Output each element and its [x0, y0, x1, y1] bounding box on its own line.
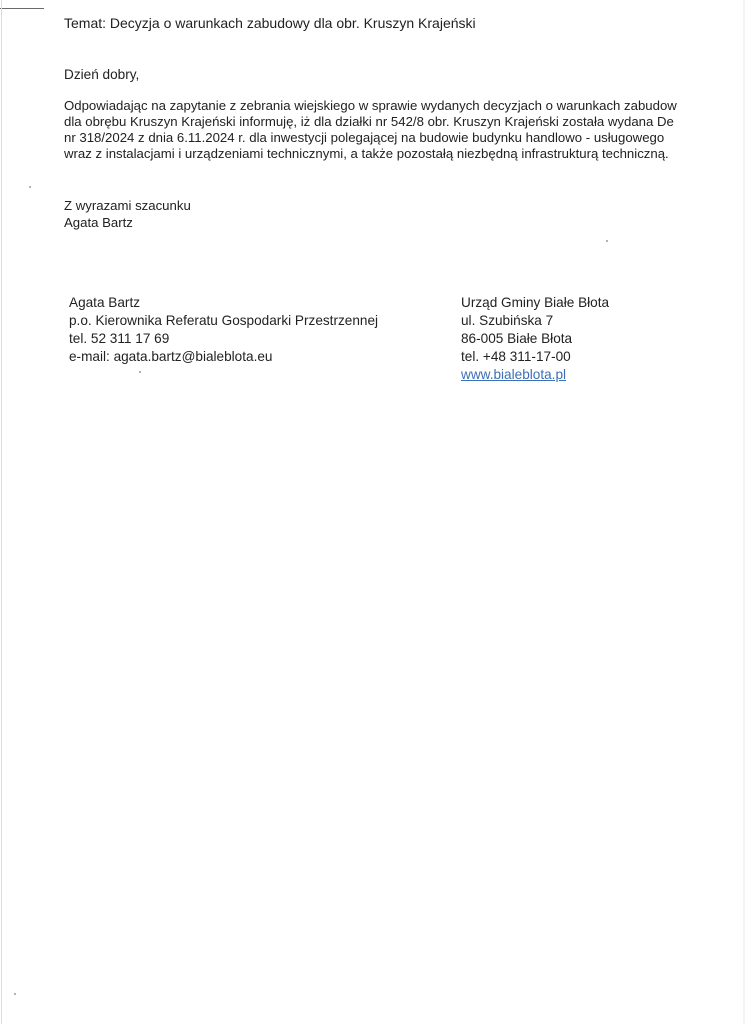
- email-greeting: Dzień dobry,: [64, 67, 140, 82]
- email-subject: Temat: Decyzja o warunkach zabudowy dla obr. Kruszyn Krajeński: [64, 15, 476, 31]
- office-city: 86-005 Białe Błota: [461, 331, 573, 346]
- signature-person: [69, 294, 378, 366]
- body-line: wraz z instalacjami i urządzeniami technicznymi, a także pozostałą niezbędną infrastrukturą techniczną.: [64, 146, 669, 161]
- office-website-link[interactable]: www.bialeblota.pl: [461, 367, 567, 382]
- scan-left-border: [1, 0, 2, 1024]
- body-line: dla obrębu Kruszyn Krajeński informuję, iż dla działki nr 542/8 obr. Kruszyn Krajeński została wydana De: [64, 114, 674, 129]
- office-phone: tel. +48 311-17-00: [461, 349, 571, 364]
- scan-speck: [606, 240, 608, 242]
- signature-name: Agata Bartz: [69, 295, 141, 310]
- scan-speck: [14, 993, 16, 995]
- email-body: [64, 98, 677, 162]
- signature-office: [461, 294, 609, 384]
- body-line: nr 318/2024 z dnia 6.11.2024 r. dla inwestycji polegającej na budowie budynku handlowo - usługowego: [64, 130, 665, 145]
- signature-phone: tel. 52 311 17 69: [69, 331, 170, 346]
- signature-email: e-mail: agata.bartz@bialeblota.eu: [69, 349, 273, 364]
- email-closing-name: Agata Bartz: [64, 215, 133, 230]
- scan-speck: [139, 371, 141, 373]
- office-name: Urząd Gminy Białe Błota: [461, 295, 610, 310]
- body-line: Odpowiadając na zapytanie z zebrania wiejskiego w sprawie wydanych decyzjach o warunkach zabudow: [64, 98, 677, 113]
- office-street: ul. Szubińska 7: [461, 313, 554, 328]
- scan-edge-mark: [0, 8, 44, 9]
- signature-position: p.o. Kierownika Referatu Gospodarki Przestrzennej: [69, 313, 379, 328]
- scan-speck: [29, 186, 31, 188]
- email-closing: Z wyrazami szacunku: [64, 198, 191, 213]
